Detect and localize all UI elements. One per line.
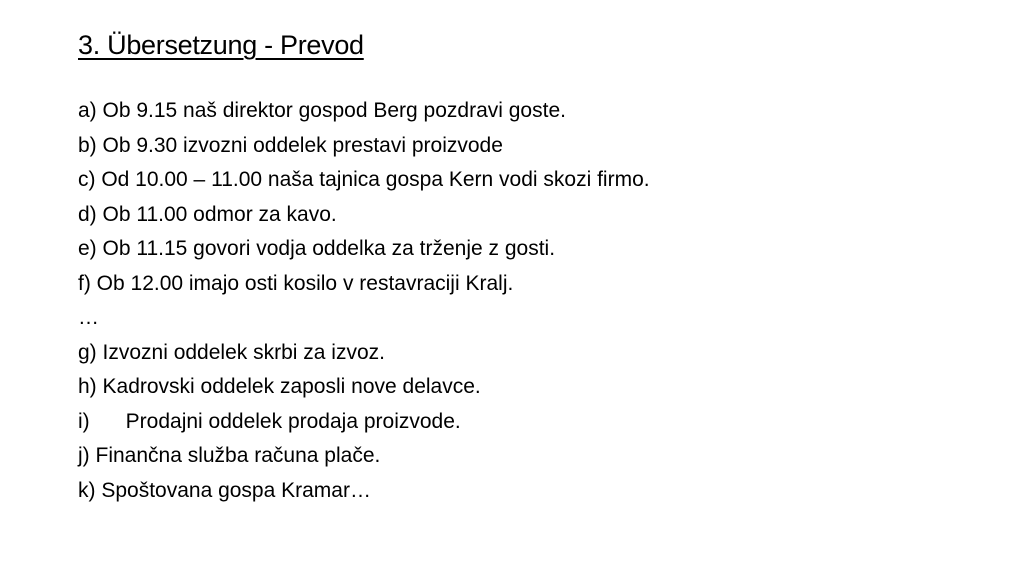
list-item: a) Ob 9.15 naš direktor gospod Berg pozdravi goste. xyxy=(78,99,566,122)
slide-title: 3. Übersetzung - Prevod xyxy=(78,30,364,60)
list-item: c) Od 10.00 – 11.00 naša tajnica gospa Kern vodi skozi firmo. xyxy=(78,168,650,191)
list-item: g) Izvozni oddelek skrbi za izvoz. xyxy=(78,340,385,364)
list-item: f) Ob 12.00 imajo osti kosilo v restavraciji Kralj. xyxy=(78,271,514,295)
list-item: e) Ob 11.15 govori vodja oddelka za trženje z gosti. xyxy=(78,237,556,260)
list-item-marker: i) xyxy=(78,409,90,433)
list-item: k) Spoštovana gospa Kramar… xyxy=(78,478,371,502)
list-item: j) Finančna služba računa plače. xyxy=(78,444,381,467)
list-item: d) Ob 11.00 odmor za kavo. xyxy=(78,202,337,226)
list-item xyxy=(78,405,650,440)
list-item: h) Kadrovski oddelek zaposli nove delavce. xyxy=(78,375,481,398)
list-item: … xyxy=(78,306,99,329)
sentence-list xyxy=(78,94,650,508)
list-item: b) Ob 9.30 izvozni oddelek prestavi proizvode xyxy=(78,133,503,157)
list-item-text: Prodajni oddelek prodaja proizvode. xyxy=(125,409,461,433)
